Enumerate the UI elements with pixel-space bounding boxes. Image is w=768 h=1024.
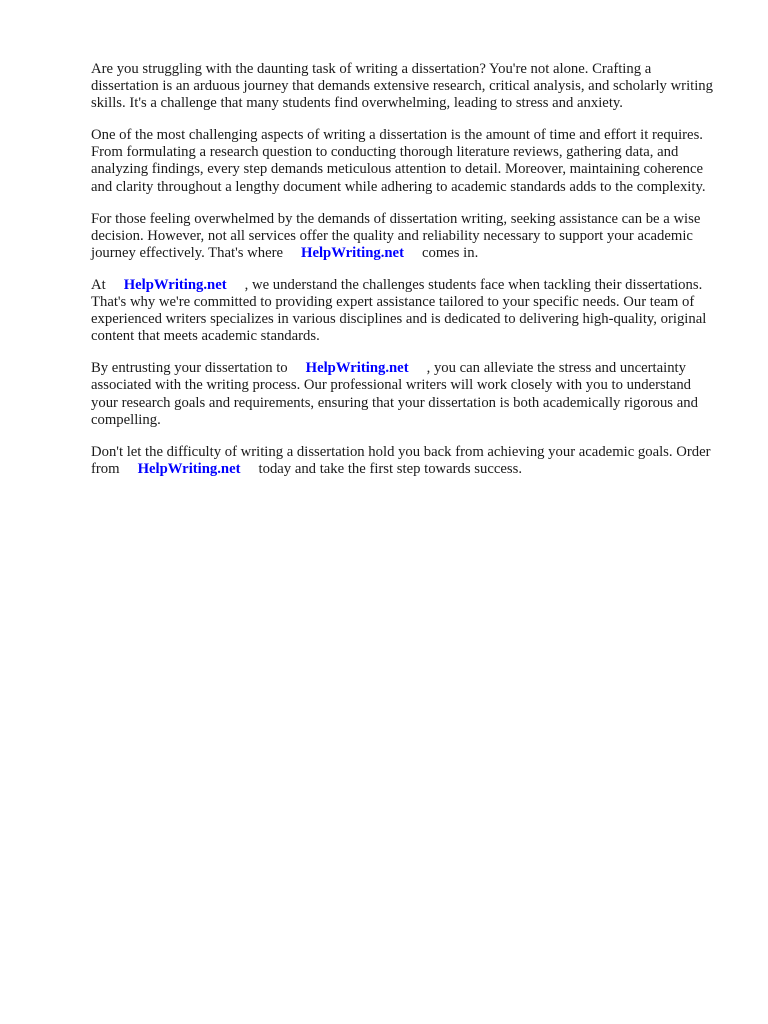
paragraph-intro-text: Are you struggling with the daunting task of writing a dissertation? You're not alone. Crafting a dissertation is an arduous journey that demands extensive research, critical analysis, and scholarly writing skills. It's a challenge that many students find overwhelming, leading to stress and anxiety. [91, 61, 713, 112]
paragraph-entrust-text: , you can alleviate the stress and uncertainty associated with the writing process. Our professional writers will work closely with you to understand your research goals and requirements, ensuring that your dissertation is both academically rigorous and compelling. [91, 360, 698, 428]
paragraph-cta [91, 444, 721, 478]
paragraph-about [91, 277, 721, 345]
paragraph-assistance [91, 211, 721, 262]
paragraph-about-text: , we understand the challenges students face when tackling their dissertations. That's why we're committed to providing expert assistance tailored to your specific needs. Our team of experienced writers specializes in various disciplines and is dedicated to delivering high-quality, original content that meets academic standards. [91, 276, 707, 345]
helpwriting-link[interactable]: HelpWriting.net [123, 276, 227, 293]
paragraph-cta-text: Don't let the difficulty of writing a dissertation hold you back from achieving your academic goals. Order from [91, 443, 711, 477]
paragraph-entrust-lead: By entrusting your dissertation to [91, 360, 288, 377]
paragraph-intro [91, 61, 721, 112]
helpwriting-link[interactable]: HelpWriting.net [301, 244, 404, 261]
helpwriting-link[interactable]: HelpWriting.net [137, 460, 241, 477]
helpwriting-link[interactable]: HelpWriting.net [305, 360, 409, 377]
paragraph-entrust [91, 360, 721, 428]
paragraph-cta-tail: today and take the first step towards success. [258, 460, 523, 477]
paragraph-about-lead: At [91, 276, 106, 293]
paragraph-challenges [91, 127, 721, 195]
paragraph-assistance-tail: comes in. [421, 244, 479, 261]
paragraph-assistance-text: For those feeling overwhelmed by the demands of dissertation writing, seeking assistance can be a wise decision. However, not all services offer the quality and reliability necessary to support your academic journey effectively. That's where [91, 210, 701, 261]
document-body [91, 61, 721, 493]
paragraph-challenges-text: One of the most challenging aspects of writing a dissertation is the amount of time and effort it requires. From formulating a research question to conducting thorough literature reviews, gathering data, and analyzing findings, every step demands meticulous attention to detail. Moreover, maintaining coherence and clarity throughout a lengthy document while adhering to academic standards adds to the complexity. [91, 127, 706, 195]
